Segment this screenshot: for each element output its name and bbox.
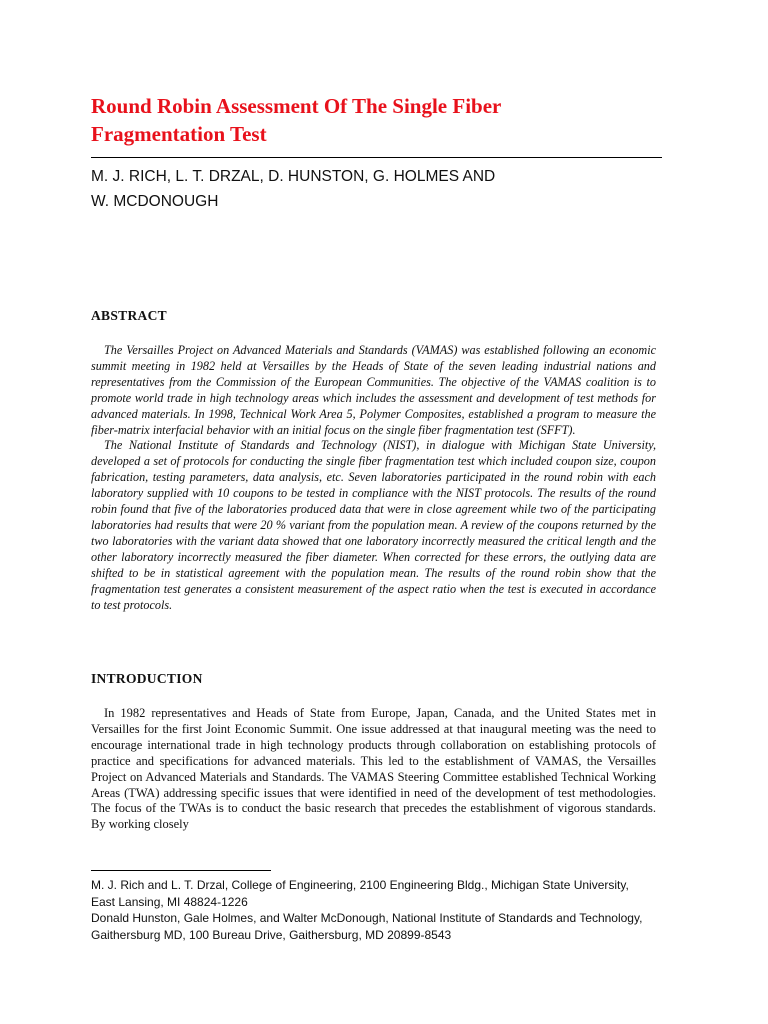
footnote-2: Donald Hunston, Gale Holmes, and Walter McDonough, National Institute of Standards and Technology, Gaithersburg MD, 100 Bureau Drive, Gaithersburg, MD 20899-8543 bbox=[91, 911, 643, 942]
title-divider bbox=[91, 157, 662, 158]
abstract-paragraph-2: The National Institute of Standards and Technology (NIST), in dialogue with Michigan State University, developed a set of protocols for conducting the single fiber fragmentation test which included coupon size, coupon fabrication, testing parameters, data analysis, etc. Seven laboratories participated in the round robin with each laboratory supplied with 10 coupons to be tested in compliance with the NIST protocols. The results of the round robin found that five of the laboratories produced data that were in close agreement while two of the participating laboratories had results that were 20 % variant from the population mean. A review of the coupons returned by the two laboratories with the variant data showed that one laboratory incorrectly measured the critical length and the other laboratory incorrectly measured the fiber diameter. When corrected for these errors, the outlying data are shifted to be in statistical agreement with the population mean. The results of the round robin show that the fragmentation test generates a consistent measurement of the aspect ratio when the test is executed in accordance to test protocols. bbox=[91, 438, 656, 612]
author-list bbox=[91, 164, 671, 214]
introduction-heading: INTRODUCTION bbox=[91, 671, 203, 686]
introduction-body bbox=[91, 706, 656, 833]
abstract-heading: ABSTRACT bbox=[91, 308, 167, 323]
author-line-2: W. MCDONOUGH bbox=[91, 193, 219, 210]
footnote-1: M. J. Rich and L. T. Drzal, College of Engineering, 2100 Engineering Bldg., Michigan State University, East Lansing, MI 48824-1226 bbox=[91, 878, 629, 909]
paper-title-line-2: Fragmentation Test bbox=[91, 122, 267, 146]
footnote-divider bbox=[91, 870, 271, 871]
paper-title-line-1: Round Robin Assessment Of The Single Fiber bbox=[91, 94, 502, 118]
introduction-paragraph: In 1982 representatives and Heads of State from Europe, Japan, Canada, and the United States met in Versailles for the first Joint Economic Summit. One issue addressed at that inaugural meeting was the need to encourage international trade in high technology products through collaboration on establishing protocols of practice and specifications for advanced materials. This led to the establishment of VAMAS, the Versailles Project on Advanced Materials and Standards. The VAMAS Steering Committee established Technical Working Areas (TWA) addressing specific issues that were identified in need of the development of test methodologies. The focus of the TWAs is to conduct the basic research that precedes the establishment of vigorous standards. By working closely bbox=[91, 706, 656, 832]
author-line-1: M. J. RICH, L. T. DRZAL, D. HUNSTON, G. HOLMES AND bbox=[91, 168, 496, 185]
abstract-body bbox=[91, 343, 656, 613]
footnotes bbox=[91, 877, 656, 943]
paper-title bbox=[91, 92, 671, 148]
abstract-paragraph-1: The Versailles Project on Advanced Materials and Standards (VAMAS) was established following an economic summit meeting in 1982 held at Versailles by the Heads of State of the seven leading industrial nations and representatives from the Commission of the European Communities. The objective of the VAMAS coalition is to promote world trade in high technology areas which includes the assessment and development of test methods for advanced materials. In 1998, Technical Work Area 5, Polymer Composites, established a program to measure the fiber-matrix interfacial behavior with an initial focus on the single fiber fragmentation test (SFFT). bbox=[91, 343, 656, 437]
